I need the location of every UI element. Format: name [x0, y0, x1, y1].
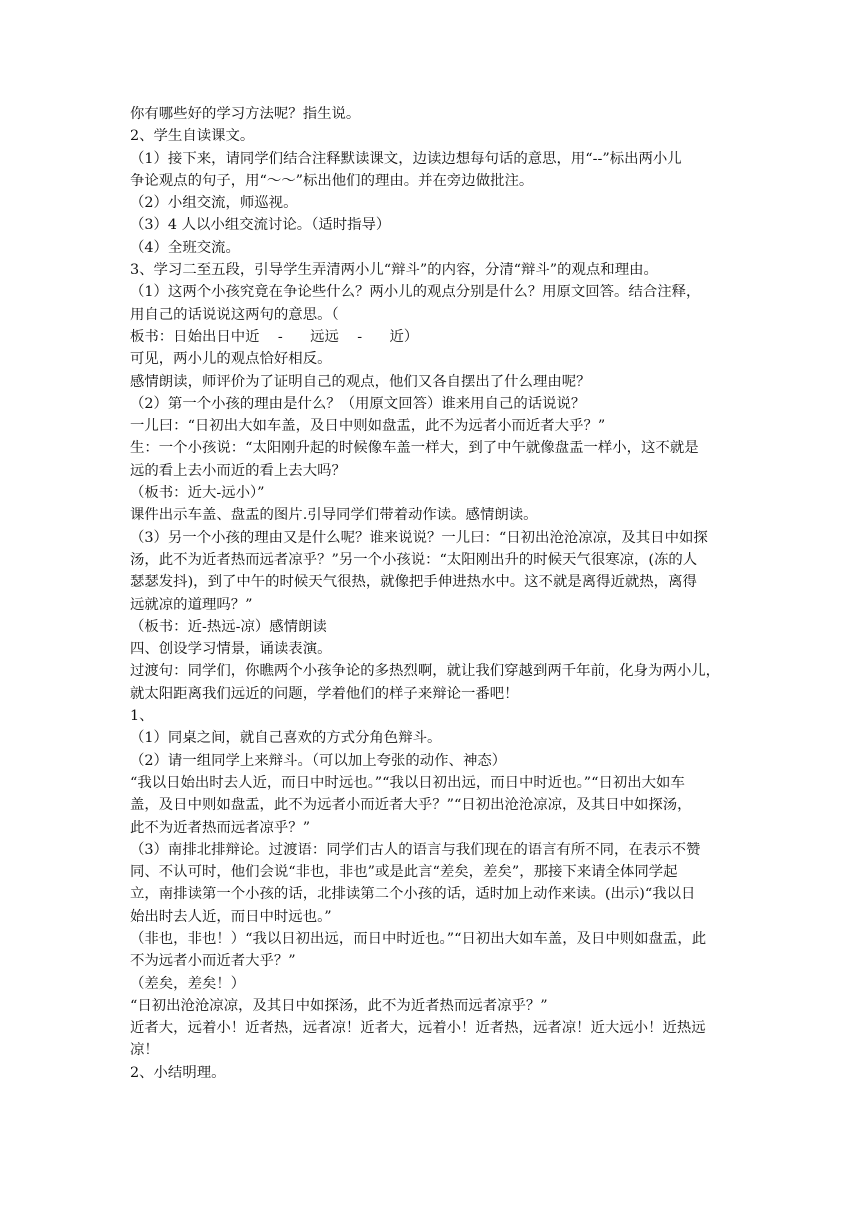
document-body: [130, 103, 730, 1084]
text-line: 可见，两小儿的观点恰好相反。: [130, 351, 332, 368]
text-line: 远的看上去小而近的看上去大吗？: [130, 462, 346, 479]
text-line: （1）同桌之间，就自己喜欢的方式分角色辩斗。: [130, 730, 442, 747]
text-line: 不为远者小而近者大乎？”: [130, 953, 296, 970]
text-line: （3）南排北排辩论。过渡语：同学们古人的语言与我们现在的语言有所不同，在表示不赞: [130, 841, 701, 858]
text-line: 同、不认可时，他们会说“非也，非也”或是此言“差矣，差矣”，那接下来请全体同学起: [130, 864, 678, 881]
text-line: 过渡句：同学们，你瞧两个小孩争论的多热烈啊，就让我们穿越到两千年前，化身为两小儿，: [130, 663, 721, 680]
text-line: 1、: [130, 708, 154, 725]
text-line: （3）另一个小孩的理由又是什么呢？谁来说说？一儿曰：“日初出沧沧凉凉，及其日中如探: [130, 529, 708, 546]
text-line: 2、学生自读课文。: [130, 128, 255, 145]
text-line: 远就凉的道理吗？”: [130, 596, 253, 613]
text-line: （3）4 人以小组交流讨论。（适时指导）: [130, 217, 391, 234]
text-line: 一儿曰：“日初出大如车盖，及日中则如盘盂，此不为远者小而近者大乎？”: [130, 418, 606, 435]
text-line: 争论观点的句子，用“～～”标出他们的理由。并在旁边做批注。: [130, 172, 534, 189]
text-line: 就太阳距离我们远近的问题，学着他们的样子来辩论一番吧！: [130, 685, 519, 702]
text-line: （板书：近大-远小）”: [130, 485, 265, 502]
text-line: 凉！: [130, 1042, 159, 1059]
text-line: 盖，及日中则如盘盂，此不为远者小而近者大乎？”“日初出沧沧凉凉，及其日中如探汤，: [130, 797, 692, 814]
text-line: 用自己的话说说这两句的意思。（: [130, 306, 339, 323]
text-line: （板书：近-热远-凉）感情朗读: [130, 618, 327, 635]
text-line: 板书：日始出日中近 - 远远 - 近）: [130, 328, 419, 345]
text-line: “日初出沧沧凉凉，及其日中如探汤，此不为近者热而远者凉乎？”: [130, 997, 548, 1014]
text-line: 课件出示车盖、盘盂的图片.引导同学们带着动作读。感情朗读。: [130, 507, 538, 524]
text-line: （2）请一组同学上来辩斗。（可以加上夸张的动作、神态）: [130, 752, 507, 769]
text-line: （2）第一个小孩的理由是什么？（用原文回答）谁来用自己的话说说？: [130, 395, 586, 412]
text-line: 你有哪些好的学习方法呢？指生说。: [130, 106, 361, 122]
text-line: 生：一个小孩说：“太阳刚升起的时候像车盖一样大，到了中午就像盘盂一样小，这不就是: [130, 440, 699, 457]
text-line: 3、学习二至五段，引导学生弄清两小儿“辩斗”的内容，分清“辩斗”的观点和理由。: [130, 262, 658, 279]
text-line: （4）全班交流。: [130, 239, 240, 256]
text-line: 四、创设学习情景，诵读表演。: [130, 641, 332, 658]
text-line: 瑟瑟发抖)，到了中午的时候天气很热，就像把手伸进热水中。这不就是离得近就热，离得: [130, 574, 697, 591]
text-line: （1）接下来，请同学们结合注释默读课文，边读边想每句话的意思，用“--”标出两小儿: [130, 150, 682, 167]
text-line: 近者大，远着小！近者热，远者凉！近者大，远着小！近者热，远者凉！近大远小！近热远: [130, 1020, 706, 1037]
text-line: （非也，非也！）“我以日初出远，而日中时近也。”“日初出大如车盖，及日中则如盘盂，此: [130, 930, 707, 947]
text-line: 始出时去人近，而日中时远也。”: [130, 908, 332, 925]
text-line: 2、小结明理。: [130, 1064, 226, 1081]
text-line: （差矣，差矣！）: [130, 975, 246, 992]
text-line: 此不为近者热而远者凉乎？”: [130, 819, 311, 836]
text-line: （1）这两个小孩究竟在争论些什么？两小儿的观点分别是什么？用原文回答。结合注释，: [130, 284, 701, 301]
text-line: “我以日始出时去人近，而日中时远也。”“我以日初出远，而日中时近也。”“日初出大如车: [130, 774, 685, 791]
text-line: 汤，此不为近者热而远者凉乎？”另一个小孩说：“太阳刚出升的时候天气很寒凉，(冻的人: [130, 551, 698, 568]
text-line: （2）小组交流，师巡视。: [130, 195, 298, 212]
text-line: 立，南排读第一个小孩的话，北排读第二个小孩的话，适时加上动作来读。(出示)“我以日: [130, 886, 696, 903]
text-line: 感情朗读，师评价为了证明自己的观点，他们又各自摆出了什么理由呢？: [130, 373, 591, 390]
